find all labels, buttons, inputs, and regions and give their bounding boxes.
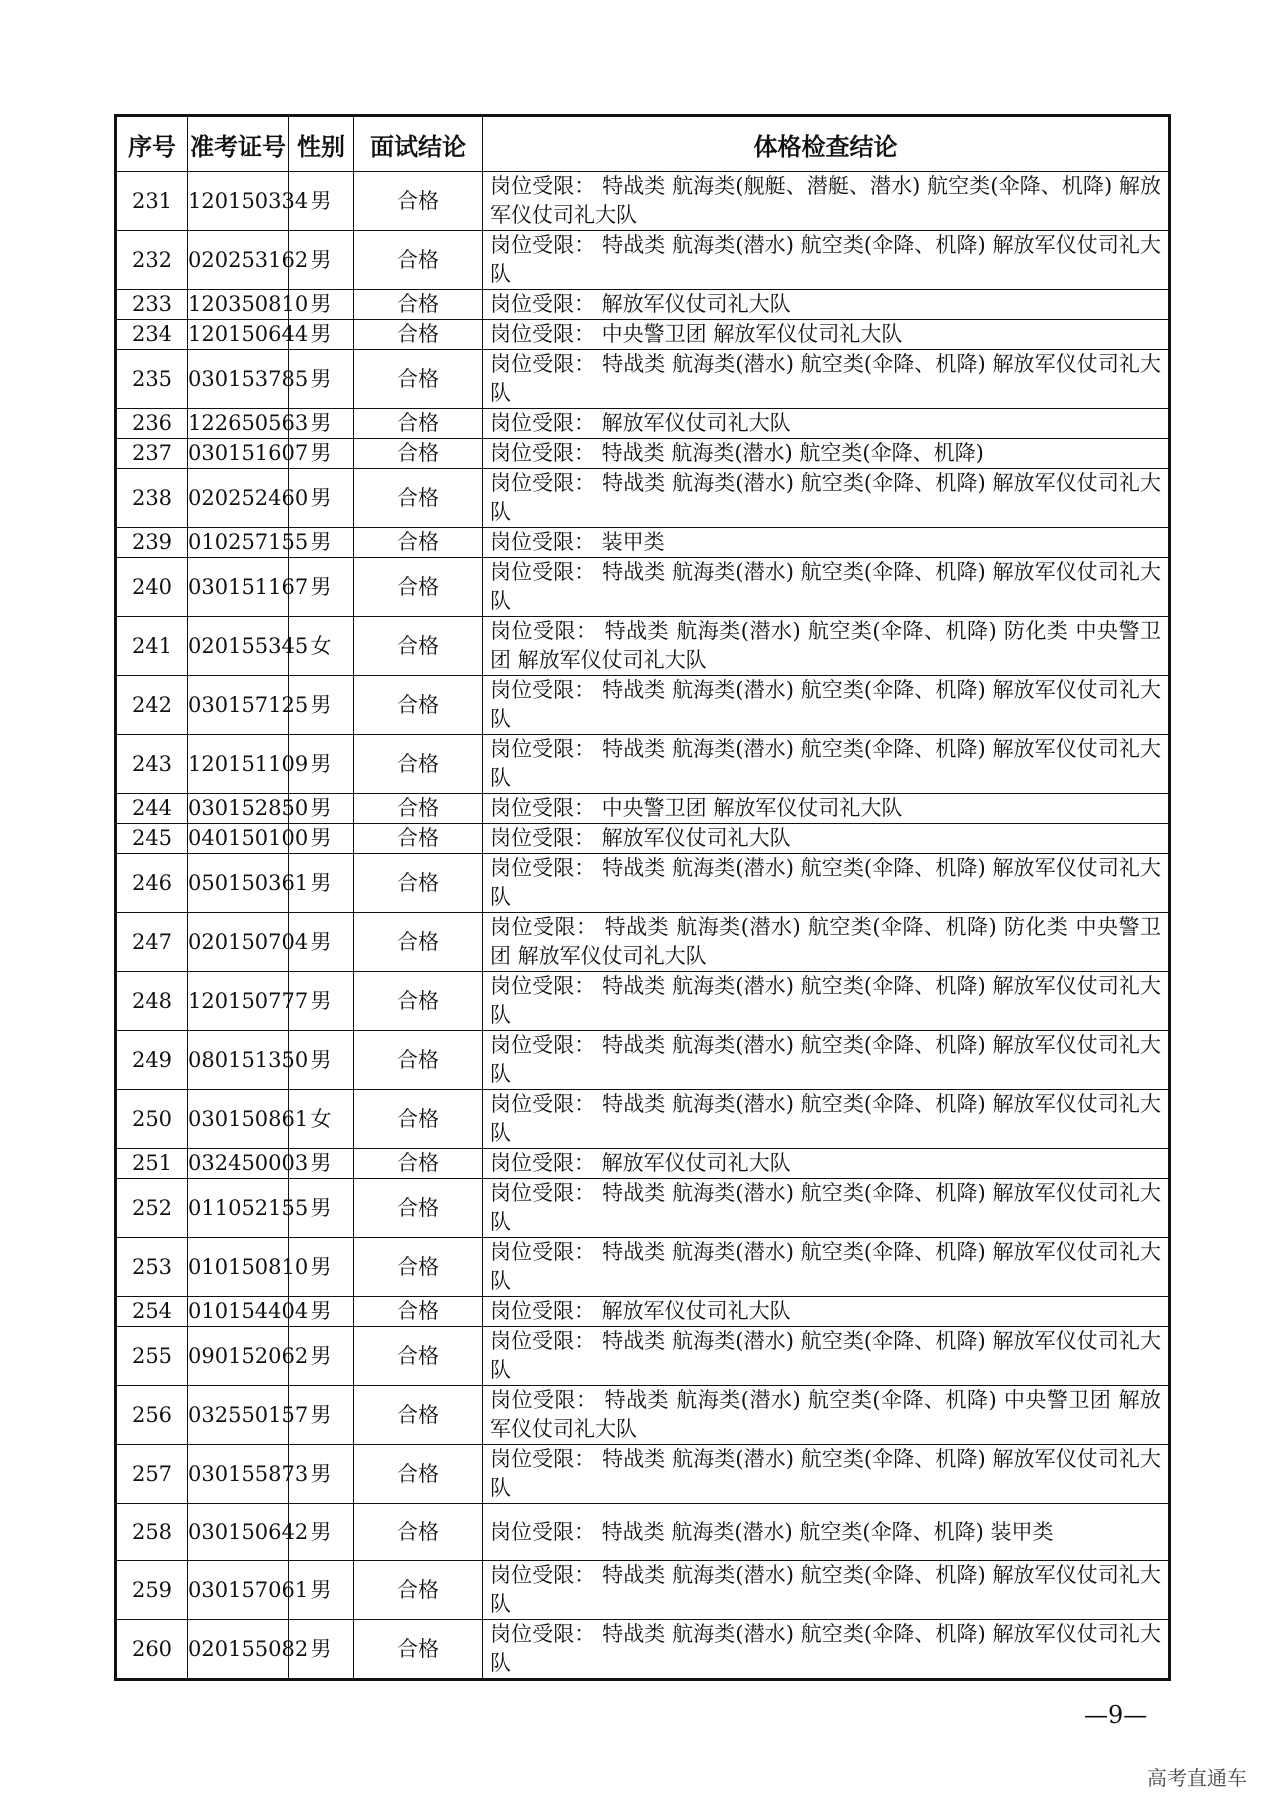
cell-physical-exam-result: 岗位受限： 特战类 航海类(潜水) 航空类(伞降、机降) 防化类 中央警卫团 解放军仪仗司礼大队 bbox=[483, 617, 1170, 676]
cell-serial-number: 243 bbox=[116, 735, 188, 794]
cell-interview-result: 合格 bbox=[354, 1238, 483, 1297]
cell-serial-number: 252 bbox=[116, 1179, 188, 1238]
table-row bbox=[116, 794, 1170, 824]
table-row bbox=[116, 320, 1170, 350]
cell-serial-number: 256 bbox=[116, 1386, 188, 1445]
cell-serial-number: 258 bbox=[116, 1504, 188, 1561]
cell-physical-exam-result: 岗位受限： 特战类 航海类(潜水) 航空类(伞降、机降) 解放军仪仗司礼大队 bbox=[483, 1031, 1170, 1090]
cell-serial-number: 253 bbox=[116, 1238, 188, 1297]
table-row bbox=[116, 1445, 1170, 1504]
table-row bbox=[116, 972, 1170, 1031]
table-row bbox=[116, 824, 1170, 854]
cell-admission-ticket-number: 032550157 bbox=[188, 1386, 289, 1445]
cell-admission-ticket-number: 030157125 bbox=[188, 676, 289, 735]
table-row bbox=[116, 1149, 1170, 1179]
cell-admission-ticket-number: 010154404 bbox=[188, 1297, 289, 1327]
cell-physical-exam-result: 岗位受限： 装甲类 bbox=[483, 528, 1170, 558]
cell-interview-result: 合格 bbox=[354, 320, 483, 350]
cell-gender: 男 bbox=[289, 1179, 354, 1238]
table-row bbox=[116, 409, 1170, 439]
cell-admission-ticket-number: 120151109 bbox=[188, 735, 289, 794]
cell-physical-exam-result: 岗位受限： 特战类 航海类(潜水) 航空类(伞降、机降) 装甲类 bbox=[483, 1504, 1170, 1561]
cell-admission-ticket-number: 050150361 bbox=[188, 854, 289, 913]
cell-serial-number: 231 bbox=[116, 172, 188, 231]
cell-serial-number: 235 bbox=[116, 350, 188, 409]
cell-interview-result: 合格 bbox=[354, 824, 483, 854]
cell-physical-exam-result: 岗位受限： 特战类 航海类(潜水) 航空类(伞降、机降) 解放军仪仗司礼大队 bbox=[483, 1327, 1170, 1386]
cell-interview-result: 合格 bbox=[354, 439, 483, 469]
cell-physical-exam-result: 岗位受限： 解放军仪仗司礼大队 bbox=[483, 1149, 1170, 1179]
cell-serial-number: 249 bbox=[116, 1031, 188, 1090]
cell-gender: 男 bbox=[289, 794, 354, 824]
table-row bbox=[116, 1327, 1170, 1386]
cell-admission-ticket-number: 030151607 bbox=[188, 439, 289, 469]
cell-admission-ticket-number: 122650563 bbox=[188, 409, 289, 439]
cell-gender: 男 bbox=[289, 854, 354, 913]
cell-admission-ticket-number: 020155082 bbox=[188, 1620, 289, 1680]
cell-interview-result: 合格 bbox=[354, 558, 483, 617]
cell-physical-exam-result: 岗位受限： 特战类 航海类(潜水) 航空类(伞降、机降) 解放军仪仗司礼大队 bbox=[483, 558, 1170, 617]
cell-admission-ticket-number: 080151350 bbox=[188, 1031, 289, 1090]
cell-physical-exam-result: 岗位受限： 特战类 航海类(潜水) 航空类(伞降、机降) 解放军仪仗司礼大队 bbox=[483, 1620, 1170, 1680]
cell-gender: 男 bbox=[289, 558, 354, 617]
cell-serial-number: 240 bbox=[116, 558, 188, 617]
cell-admission-ticket-number: 020253162 bbox=[188, 231, 289, 290]
table-row bbox=[116, 1297, 1170, 1327]
cell-serial-number: 244 bbox=[116, 794, 188, 824]
cell-physical-exam-result: 岗位受限： 特战类 航海类(潜水) 航空类(伞降、机降) 解放军仪仗司礼大队 bbox=[483, 1238, 1170, 1297]
cell-interview-result: 合格 bbox=[354, 172, 483, 231]
table-row bbox=[116, 735, 1170, 794]
cell-gender: 女 bbox=[289, 617, 354, 676]
cell-admission-ticket-number: 030151167 bbox=[188, 558, 289, 617]
cell-gender: 男 bbox=[289, 824, 354, 854]
cell-interview-result: 合格 bbox=[354, 617, 483, 676]
cell-interview-result: 合格 bbox=[354, 231, 483, 290]
watermark-text: 高考直通车 bbox=[1147, 1766, 1247, 1790]
table-row bbox=[116, 290, 1170, 320]
cell-admission-ticket-number: 120150334 bbox=[188, 172, 289, 231]
cell-gender: 男 bbox=[289, 1561, 354, 1620]
cell-admission-ticket-number: 030150642 bbox=[188, 1504, 289, 1561]
physical-exam-results-table bbox=[114, 114, 1171, 1681]
table-row bbox=[116, 854, 1170, 913]
cell-gender: 男 bbox=[289, 320, 354, 350]
cell-gender: 男 bbox=[289, 1149, 354, 1179]
cell-serial-number: 237 bbox=[116, 439, 188, 469]
cell-gender: 男 bbox=[289, 1620, 354, 1680]
cell-serial-number: 247 bbox=[116, 913, 188, 972]
cell-gender: 男 bbox=[289, 1327, 354, 1386]
cell-serial-number: 238 bbox=[116, 469, 188, 528]
cell-gender: 男 bbox=[289, 172, 354, 231]
cell-gender: 男 bbox=[289, 1238, 354, 1297]
cell-interview-result: 合格 bbox=[354, 794, 483, 824]
cell-interview-result: 合格 bbox=[354, 1297, 483, 1327]
cell-gender: 男 bbox=[289, 1031, 354, 1090]
cell-serial-number: 236 bbox=[116, 409, 188, 439]
table-row bbox=[116, 350, 1170, 409]
cell-physical-exam-result: 岗位受限： 特战类 航海类(潜水) 航空类(伞降、机降) 解放军仪仗司礼大队 bbox=[483, 350, 1170, 409]
cell-interview-result: 合格 bbox=[354, 1561, 483, 1620]
cell-admission-ticket-number: 010150810 bbox=[188, 1238, 289, 1297]
cell-serial-number: 246 bbox=[116, 854, 188, 913]
cell-gender: 男 bbox=[289, 231, 354, 290]
cell-serial-number: 250 bbox=[116, 1090, 188, 1149]
cell-physical-exam-result: 岗位受限： 中央警卫团 解放军仪仗司礼大队 bbox=[483, 320, 1170, 350]
cell-physical-exam-result: 岗位受限： 解放军仪仗司礼大队 bbox=[483, 290, 1170, 320]
cell-serial-number: 234 bbox=[116, 320, 188, 350]
cell-gender: 男 bbox=[289, 1386, 354, 1445]
cell-physical-exam-result: 岗位受限： 特战类 航海类(潜水) 航空类(伞降、机降) 解放军仪仗司礼大队 bbox=[483, 1561, 1170, 1620]
table-row bbox=[116, 1386, 1170, 1445]
cell-physical-exam-result: 岗位受限： 特战类 航海类(潜水) 航空类(伞降、机降) 解放军仪仗司礼大队 bbox=[483, 1179, 1170, 1238]
cell-gender: 男 bbox=[289, 1297, 354, 1327]
cell-gender: 男 bbox=[289, 1504, 354, 1561]
cell-serial-number: 241 bbox=[116, 617, 188, 676]
cell-serial-number: 233 bbox=[116, 290, 188, 320]
cell-admission-ticket-number: 090152062 bbox=[188, 1327, 289, 1386]
cell-admission-ticket-number: 030157061 bbox=[188, 1561, 289, 1620]
cell-serial-number: 255 bbox=[116, 1327, 188, 1386]
cell-admission-ticket-number: 011052155 bbox=[188, 1179, 289, 1238]
cell-gender: 男 bbox=[289, 913, 354, 972]
cell-admission-ticket-number: 030150861 bbox=[188, 1090, 289, 1149]
table-row bbox=[116, 1504, 1170, 1561]
cell-interview-result: 合格 bbox=[354, 1504, 483, 1561]
cell-interview-result: 合格 bbox=[354, 1620, 483, 1680]
cell-gender: 男 bbox=[289, 528, 354, 558]
cell-interview-result: 合格 bbox=[354, 409, 483, 439]
cell-physical-exam-result: 岗位受限： 特战类 航海类(潜水) 航空类(伞降、机降) 解放军仪仗司礼大队 bbox=[483, 469, 1170, 528]
table-row bbox=[116, 617, 1170, 676]
cell-serial-number: 257 bbox=[116, 1445, 188, 1504]
table-row bbox=[116, 172, 1170, 231]
cell-admission-ticket-number: 020155345 bbox=[188, 617, 289, 676]
cell-physical-exam-result: 岗位受限： 特战类 航海类(潜水) 航空类(伞降、机降) 解放军仪仗司礼大队 bbox=[483, 676, 1170, 735]
header-serial-number: 序号 bbox=[116, 116, 188, 172]
header-gender: 性别 bbox=[289, 116, 354, 172]
cell-admission-ticket-number: 040150100 bbox=[188, 824, 289, 854]
table-row bbox=[116, 528, 1170, 558]
cell-serial-number: 232 bbox=[116, 231, 188, 290]
table-row bbox=[116, 676, 1170, 735]
cell-serial-number: 245 bbox=[116, 824, 188, 854]
cell-physical-exam-result: 岗位受限： 解放军仪仗司礼大队 bbox=[483, 824, 1170, 854]
cell-gender: 男 bbox=[289, 972, 354, 1031]
cell-interview-result: 合格 bbox=[354, 290, 483, 320]
cell-serial-number: 248 bbox=[116, 972, 188, 1031]
cell-serial-number: 242 bbox=[116, 676, 188, 735]
cell-admission-ticket-number: 010257155 bbox=[188, 528, 289, 558]
cell-physical-exam-result: 岗位受限： 特战类 航海类(潜水) 航空类(伞降、机降) 解放军仪仗司礼大队 bbox=[483, 735, 1170, 794]
cell-interview-result: 合格 bbox=[354, 1179, 483, 1238]
table-row bbox=[116, 1561, 1170, 1620]
page-number: —9— bbox=[1084, 1701, 1148, 1729]
cell-serial-number: 259 bbox=[116, 1561, 188, 1620]
cell-interview-result: 合格 bbox=[354, 528, 483, 558]
cell-admission-ticket-number: 030153785 bbox=[188, 350, 289, 409]
cell-serial-number: 260 bbox=[116, 1620, 188, 1680]
header-admission-ticket-number: 准考证号 bbox=[188, 116, 289, 172]
header-row bbox=[116, 116, 1170, 172]
cell-physical-exam-result: 岗位受限： 特战类 航海类(舰艇、潜艇、潜水) 航空类(伞降、机降) 解放军仪仗司礼大队 bbox=[483, 172, 1170, 231]
cell-physical-exam-result: 岗位受限： 特战类 航海类(潜水) 航空类(伞降、机降) 解放军仪仗司礼大队 bbox=[483, 972, 1170, 1031]
cell-gender: 男 bbox=[289, 409, 354, 439]
cell-gender: 男 bbox=[289, 350, 354, 409]
cell-admission-ticket-number: 030152850 bbox=[188, 794, 289, 824]
header-physical-exam-result: 体格检查结论 bbox=[483, 116, 1170, 172]
cell-physical-exam-result: 岗位受限： 特战类 航海类(潜水) 航空类(伞降、机降) 解放军仪仗司礼大队 bbox=[483, 231, 1170, 290]
cell-gender: 男 bbox=[289, 290, 354, 320]
cell-admission-ticket-number: 030155873 bbox=[188, 1445, 289, 1504]
cell-interview-result: 合格 bbox=[354, 676, 483, 735]
table-row bbox=[116, 1031, 1170, 1090]
cell-interview-result: 合格 bbox=[354, 854, 483, 913]
cell-serial-number: 251 bbox=[116, 1149, 188, 1179]
table-row bbox=[116, 1620, 1170, 1680]
cell-physical-exam-result: 岗位受限： 特战类 航海类(潜水) 航空类(伞降、机降) bbox=[483, 439, 1170, 469]
cell-physical-exam-result: 岗位受限： 中央警卫团 解放军仪仗司礼大队 bbox=[483, 794, 1170, 824]
cell-physical-exam-result: 岗位受限： 特战类 航海类(潜水) 航空类(伞降、机降) 防化类 中央警卫团 解放军仪仗司礼大队 bbox=[483, 913, 1170, 972]
cell-admission-ticket-number: 020150704 bbox=[188, 913, 289, 972]
cell-admission-ticket-number: 020252460 bbox=[188, 469, 289, 528]
table-row bbox=[116, 1179, 1170, 1238]
cell-physical-exam-result: 岗位受限： 特战类 航海类(潜水) 航空类(伞降、机降) 中央警卫团 解放军仪仗司礼大队 bbox=[483, 1386, 1170, 1445]
cell-admission-ticket-number: 032450003 bbox=[188, 1149, 289, 1179]
cell-physical-exam-result: 岗位受限： 特战类 航海类(潜水) 航空类(伞降、机降) 解放军仪仗司礼大队 bbox=[483, 1445, 1170, 1504]
cell-interview-result: 合格 bbox=[354, 1090, 483, 1149]
cell-serial-number: 254 bbox=[116, 1297, 188, 1327]
cell-gender: 男 bbox=[289, 469, 354, 528]
cell-physical-exam-result: 岗位受限： 特战类 航海类(潜水) 航空类(伞降、机降) 解放军仪仗司礼大队 bbox=[483, 854, 1170, 913]
cell-interview-result: 合格 bbox=[354, 1386, 483, 1445]
cell-serial-number: 239 bbox=[116, 528, 188, 558]
header-interview-result: 面试结论 bbox=[354, 116, 483, 172]
table-row bbox=[116, 1090, 1170, 1149]
cell-physical-exam-result: 岗位受限： 解放军仪仗司礼大队 bbox=[483, 1297, 1170, 1327]
cell-gender: 男 bbox=[289, 735, 354, 794]
cell-interview-result: 合格 bbox=[354, 1445, 483, 1504]
cell-gender: 男 bbox=[289, 1445, 354, 1504]
cell-gender: 男 bbox=[289, 676, 354, 735]
table-row bbox=[116, 439, 1170, 469]
cell-interview-result: 合格 bbox=[354, 735, 483, 794]
cell-interview-result: 合格 bbox=[354, 972, 483, 1031]
cell-gender: 女 bbox=[289, 1090, 354, 1149]
cell-interview-result: 合格 bbox=[354, 1031, 483, 1090]
cell-interview-result: 合格 bbox=[354, 913, 483, 972]
table-row bbox=[116, 231, 1170, 290]
cell-gender: 男 bbox=[289, 439, 354, 469]
table-row bbox=[116, 913, 1170, 972]
table-row bbox=[116, 558, 1170, 617]
cell-interview-result: 合格 bbox=[354, 350, 483, 409]
cell-admission-ticket-number: 120350810 bbox=[188, 290, 289, 320]
cell-admission-ticket-number: 120150644 bbox=[188, 320, 289, 350]
cell-admission-ticket-number: 120150777 bbox=[188, 972, 289, 1031]
table-row bbox=[116, 469, 1170, 528]
cell-interview-result: 合格 bbox=[354, 469, 483, 528]
cell-interview-result: 合格 bbox=[354, 1149, 483, 1179]
cell-interview-result: 合格 bbox=[354, 1327, 483, 1386]
table-row bbox=[116, 1238, 1170, 1297]
cell-physical-exam-result: 岗位受限： 解放军仪仗司礼大队 bbox=[483, 409, 1170, 439]
cell-physical-exam-result: 岗位受限： 特战类 航海类(潜水) 航空类(伞降、机降) 解放军仪仗司礼大队 bbox=[483, 1090, 1170, 1149]
